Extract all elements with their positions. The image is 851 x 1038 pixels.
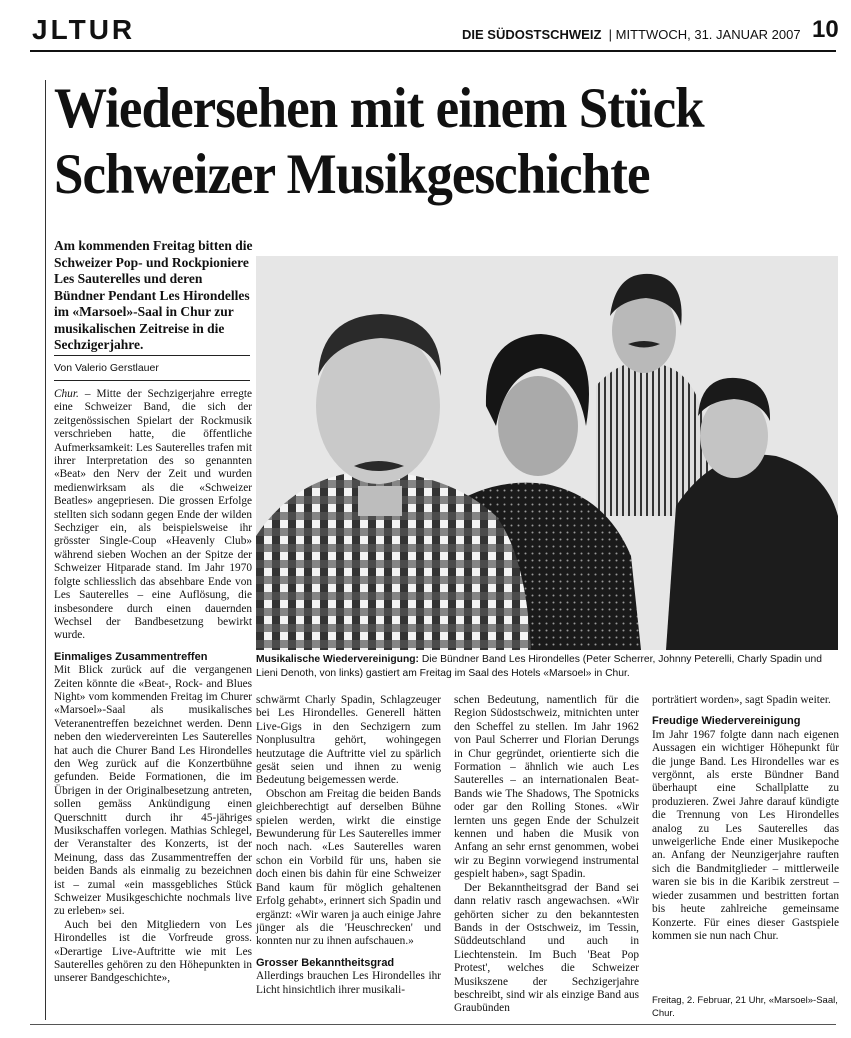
article-column-2: [256, 694, 441, 997]
byline-rule: [54, 380, 250, 381]
byline-rule: [54, 355, 250, 356]
photo-caption: [256, 653, 838, 680]
band-photo-image: [256, 256, 838, 650]
article-paragraph: Mit Blick zurück auf die vergangenen Zeiten könnte die «Beat-, Rock- and Blues Night» vom kommenden Freitag im Churer «Marsoel»-Saal als musikalisches Veteranentreffen bezeichnet werden. Denn neben den wiedervereinten Les Sauterelles hat auch die Churer Band Les Hirondelles den Weg zurück auf die Konzertbühne gefunden. Beide Formationen, die im Übrigen in der Originalbesetzung antreten, sollen gemäss Ankündigung einen Querschnitt durch ihr 45-jähriges Musikschaffen vorlegen. Mathias Schlegel, der Veranstalter des Konzerts, ist der Meinung, dass das Zusammentreffen der beiden Bands als einmalig zu bezeichnen ist – zumal «ein massgebliches Stück Schweizer Musikgeschichte nochmals live zu erleben» sei.: [54, 664, 252, 918]
caption-label: Musikalische Wiedervereinigung:: [256, 654, 419, 665]
article-paragraph: schwärmt Charly Spadin, Schlagzeuger bei Les Hirondelles. Generell hätten Live-Gigs in den Sechzigern zum Nonplusultra gehört, wohingegen heutzutage die Auftritte viel zu spärlich gesät seien und ihnen zu wenig Bedeutung beigemessen werde.: [256, 694, 441, 787]
article-paragraph: schen Bedeutung, namentlich für die Region Südostschweiz, mitnichten unter den Scheffel zu stellen. Im Jahr 1962 von Paul Scherrer und Florian Derungs in Chur gegründet, orientierte sich die Formation – ähnlich wie auch Les Sauterelles – an internationalen Beat-Bands wie The Shadows, The Spotnicks oder gar den Rolling Stones. «Wir lernten uns gegen Ende der Schulzeit kennen und haben die Musik von Anfang an sehr ernst genommen, wobei wir zu Beginn vorwiegend instrumental gespielt haben», sagt Spadin.: [454, 694, 639, 881]
article-paragraph: Im Jahr 1967 folgte dann nach eigenen Aussagen ein wichtiger Höhepunkt für die junge Band. Les Hirondelles war es vergönnt, als erste Bündner Band überhaupt eine Schallplatte zu produzieren. Zwei Jahre darauf kündigte die Trennung von Les Hirondelles analog zu Les Sauterelles das unweigerliche Ende einer Musikepoche an. Anfang der Neunzigerjahre rauften sich die Bandmitglieder – mittlerweile waren sie bis in die Karibik zerstreut – wieder zusammen und bestritten fortan bis heute zahlreiche gemeinsame Konzerte. Für eines dieser Gastspiele kommen sie nun nach Chur.: [652, 728, 839, 942]
headline-line-1: Wiedersehen mit einem Stück: [54, 77, 704, 140]
article-paragraph: Chur. – Mitte der Sechzigerjahre erregte eine Schweizer Band, die sich der zeitgenössischen Spielart der Rockmusik verschrieben hatte, die öffentliche Aufmerksamkeit: Les Sauterelles trafen mit ihrer Interpretation des so genannten «Beat» den Nerv der Zeit und wurden medienwirksam als die «Schweizer Beatles» angepriesen. Die grossen Erfolge stellten sich sodann gegen Ende der wilden Sechziger ein, als beispielsweise ihr grösster Single-Coup «Heavenly Club» während sieben Wochen an der Spitze der Schweizer Hitparade stand. Im Jahr 1970 folgte schliesslich das absehbare Ende von Les Sauterelles – eine Auflösung, die insbesondere durch einen dauernden Wechsel der Bandbesetzung bewirkt wurde.: [54, 388, 252, 642]
event-info: Freitag, 2. Februar, 21 Uhr, «Marsoel»-Saal, Chur.: [652, 995, 838, 1019]
page-header: [0, 0, 851, 50]
subheading: Grosser Bekanntheitsgrad: [256, 956, 395, 969]
headline: [54, 76, 779, 208]
article-column-3: [454, 694, 639, 1016]
article-paragraph: Auch bei den Mitgliedern von Les Hirondelles ist die Vorfreude gross. «Derartige Live-Auftritte wie mit Les Sauterelles gehören zu den Höhepunkten in unserer Bandgeschichte»,: [54, 918, 252, 985]
caption-text: Die Bündner Band Les Hirondelles (Peter Scherrer, Johnny Peterelli, Charly Spadin und Lieni Denoth, von links) gastiert am Freitag im Saal des Hotels «Marsoel» in Chur.: [256, 654, 822, 679]
header-rule: [30, 50, 836, 52]
article-paragraph: Obschon am Freitag die beiden Bands gleichberechtigt auf derselben Bühne spielen werden, wirkt die einstige Bewunderung für Les Sauterelles immer noch nach. «Les Sauterelles waren schon ein Vorbild für uns, haben sie doch einen bis dahin für eine Schweizer Band kaum für möglich gehaltenen Erfolg gehabt», erinnert sich Spadin und ergänzt: «Wir waren ja auch einige Jahre jünger als die 'Heuschrecken' und konnten nur zu ihnen aufschauen.»: [256, 787, 441, 948]
newspaper-name: DIE SÜDOSTSCHWEIZ: [462, 27, 602, 42]
footer-rule: [30, 1024, 836, 1025]
column-rule: [45, 80, 46, 1020]
newspaper-dateline: [462, 27, 801, 42]
article-column-4: [652, 694, 839, 943]
article-paragraph: Allerdings brauchen Les Hirondelles ihr Licht hinsichtlich ihrer musikali-: [256, 970, 441, 996]
subheading: Freudige Wiedervereinigung: [652, 715, 801, 728]
article-paragraph: Der Bekanntheitsgrad der Band sei dann relativ rasch angewachsen. «Wir gehörten sicher zu den bekanntesten Bands in der Ostschweiz, im Tessin, Süddeutschland und auch in Liechtenstein. Im Buch 'Beat Pop Protest', welches die Schweizer Musikszene der Sechzigerjahre beschreibt, sind wir als einzige Band aus Graubünden: [454, 881, 639, 1015]
article-column-1: [54, 388, 252, 986]
page-number: 10: [812, 16, 839, 43]
band-photo: [256, 256, 838, 650]
dateline-place: Chur.: [54, 388, 79, 400]
byline: Von Valerio Gerstlauer: [54, 362, 159, 374]
lead-paragraph: Am kommenden Freitag bitten die Schweizer Pop- und Rockpioniere Les Sauterelles und deren Bündner Pendant Les Hirondelles im «Marsoel»-Saal in Chur zur musikalischen Zeitreise in die Sechzigerjahre.: [54, 238, 253, 352]
subheading: Einmaliges Zusammentreffen: [54, 650, 208, 663]
issue-date: MITTWOCH, 31. JANUAR 2007: [615, 27, 801, 42]
section-title: JLTUR: [32, 14, 136, 45]
article-paragraph: porträtiert worden», sagt Spadin weiter.: [652, 694, 831, 706]
separator: |: [605, 27, 616, 42]
headline-line-2: Schweizer Musikgeschichte: [54, 143, 650, 206]
